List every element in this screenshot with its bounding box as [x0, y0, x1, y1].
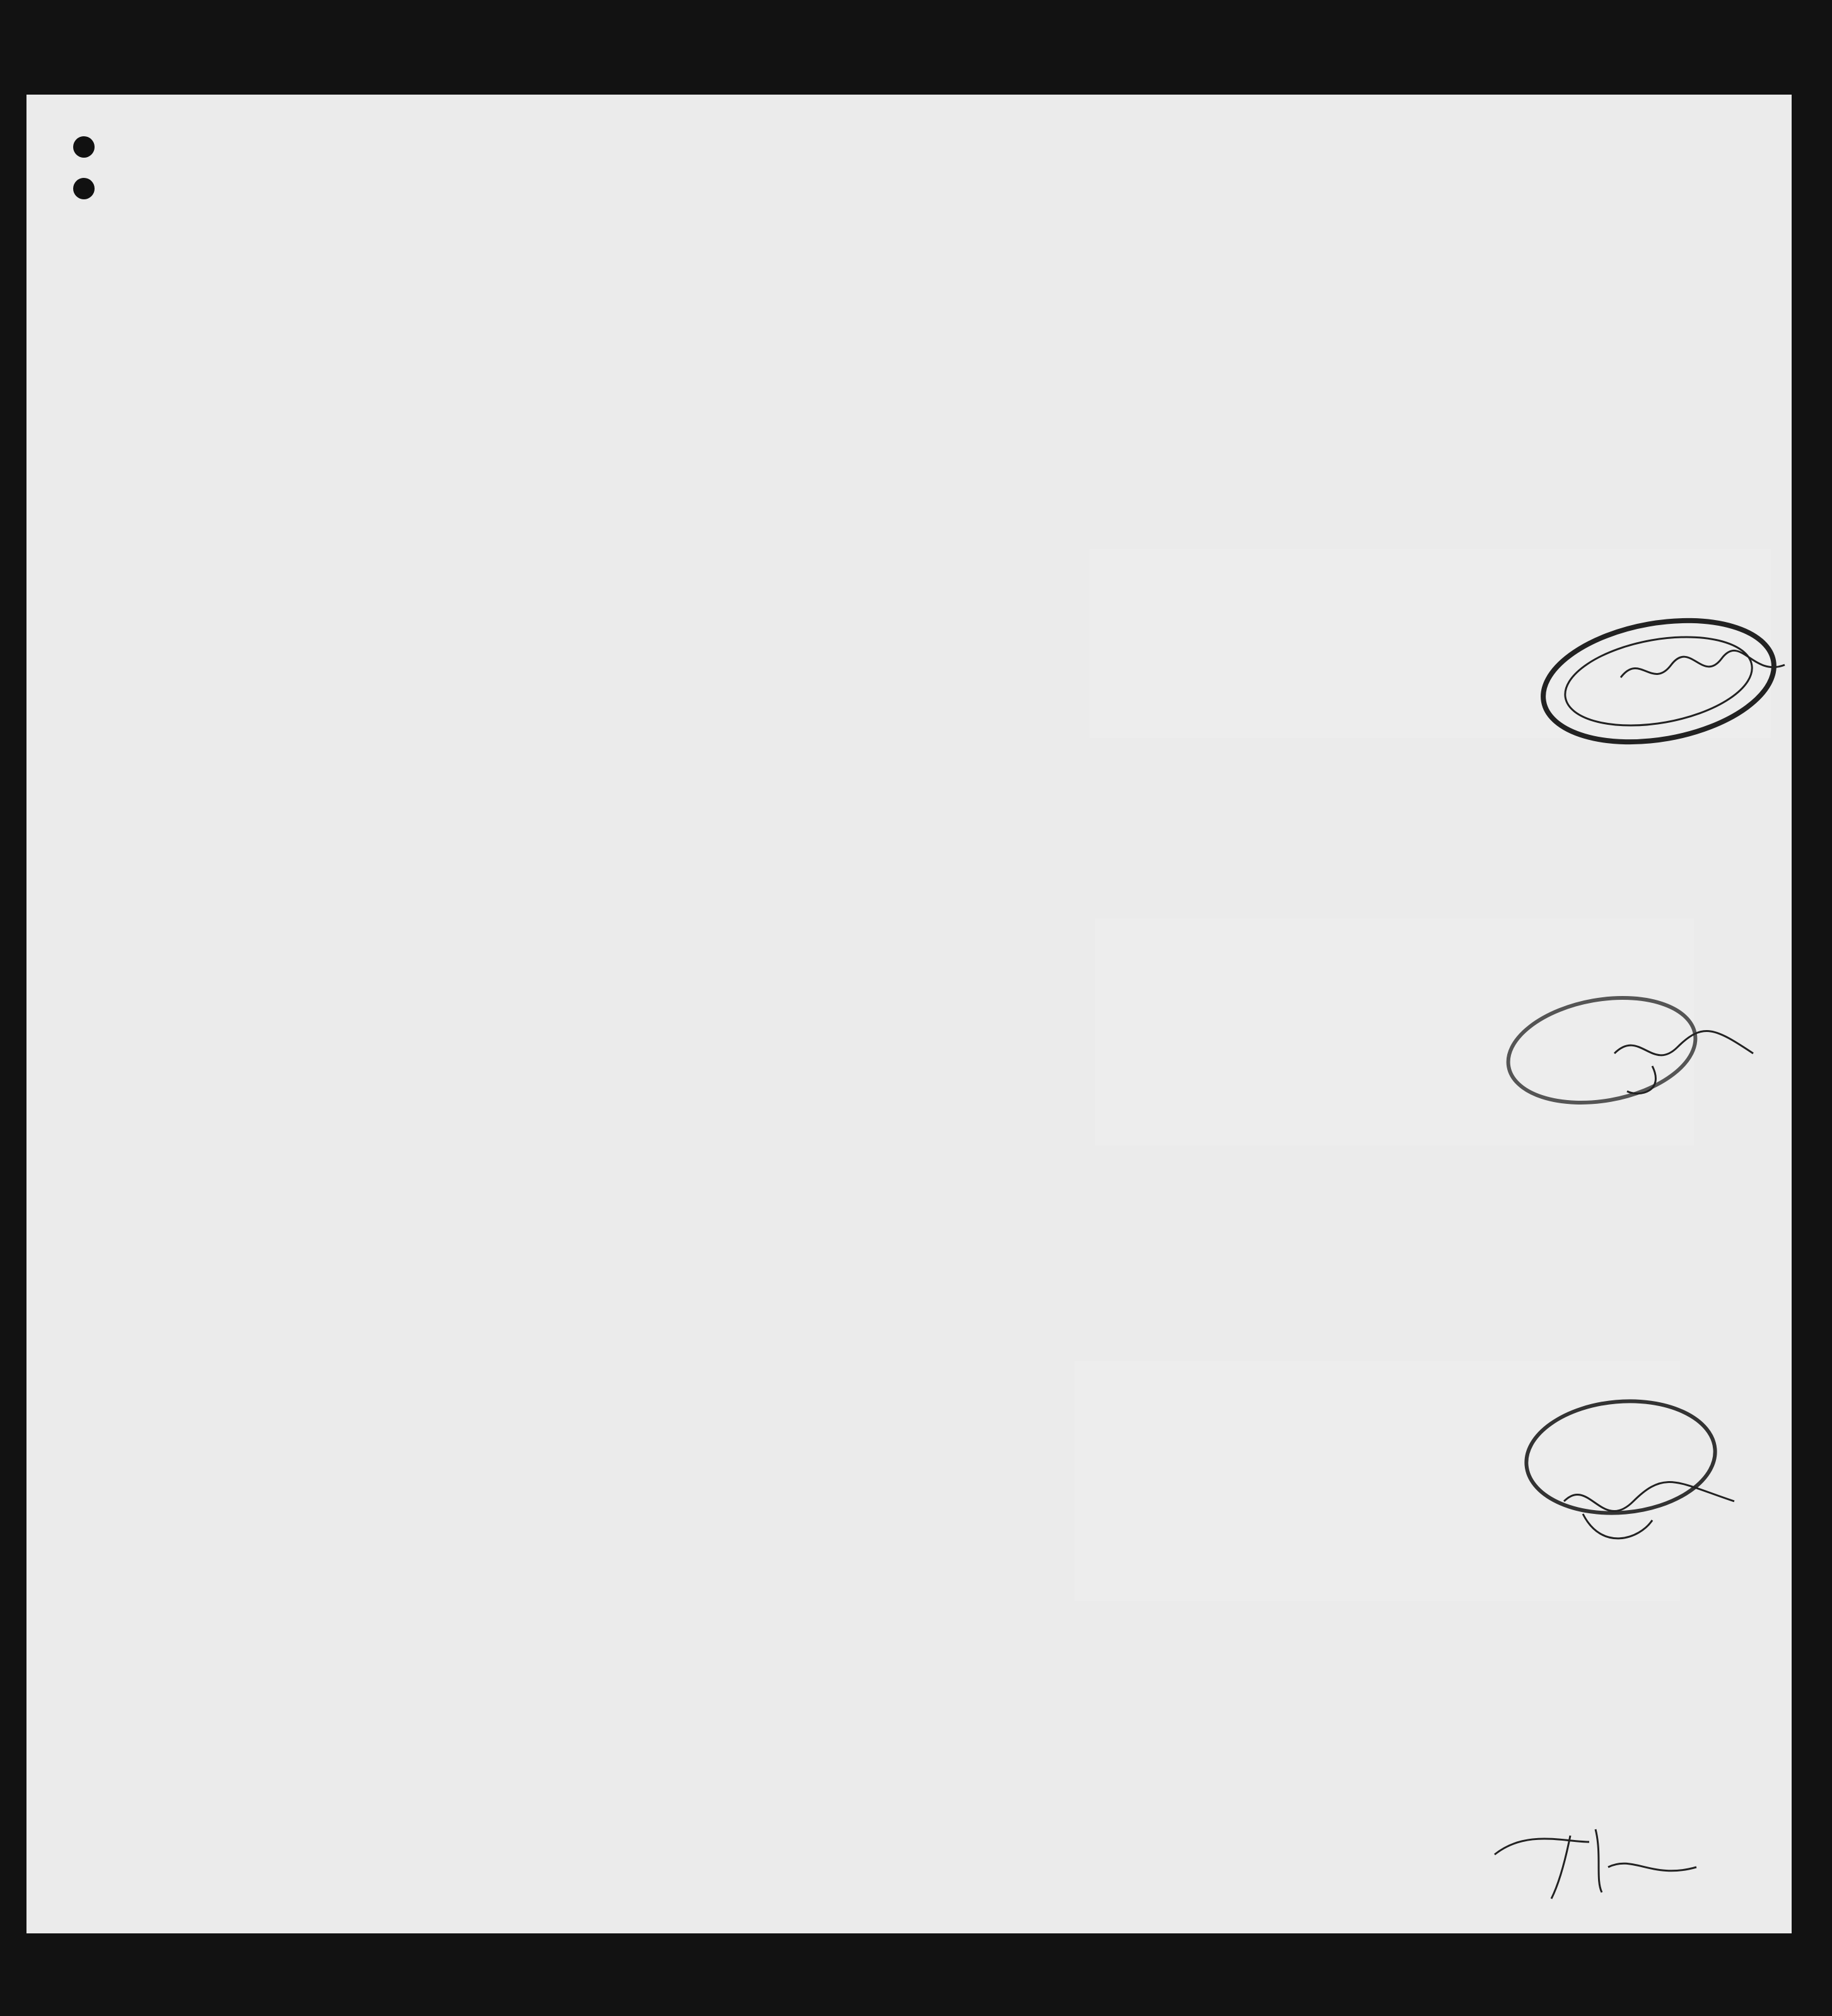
officer-signature-1 — [1614, 646, 1791, 696]
officer-signature-3 — [1545, 1463, 1747, 1564]
officer-signature-2 — [1602, 1016, 1766, 1104]
immigration-officer-signature — [1488, 1817, 1715, 1905]
